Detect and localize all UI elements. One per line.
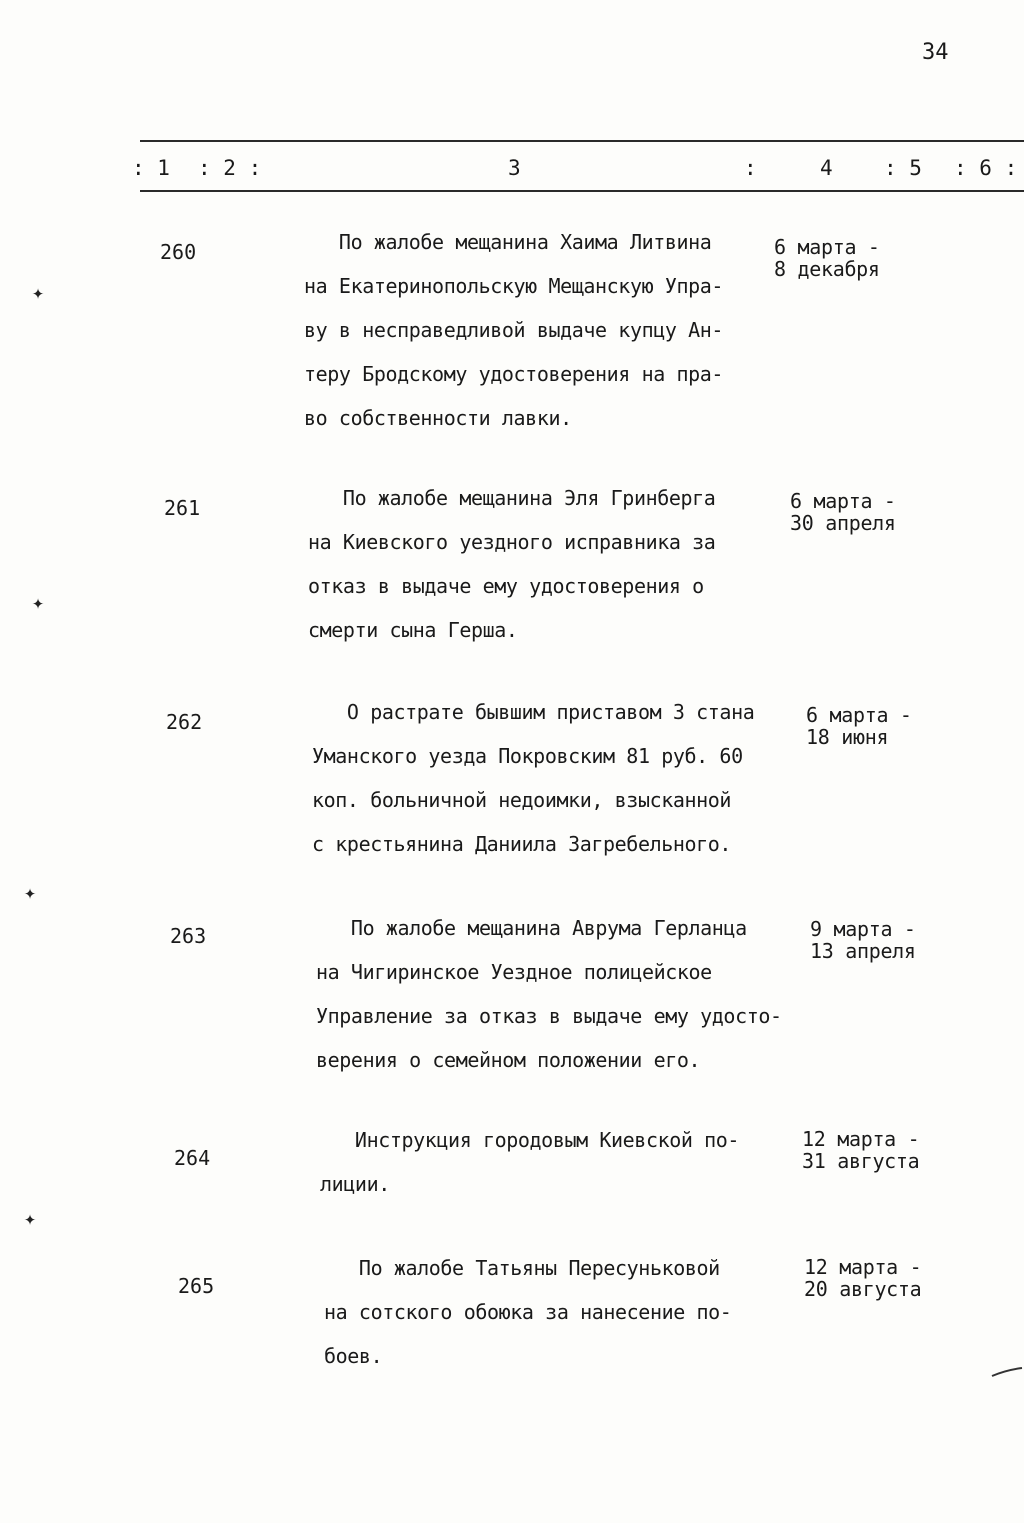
- text-line: Управление за отказ в выдаче ему удосто-: [316, 1004, 782, 1028]
- entry-number: 265: [178, 1274, 215, 1298]
- text-line: отказ в выдаче ему удостоверения о: [308, 574, 704, 598]
- header-rule-top: [140, 140, 1024, 142]
- date-start: 12 марта -: [802, 1127, 920, 1151]
- binding-mark-icon: ✦: [32, 280, 45, 304]
- text-line: По жалобе мещанина Хаима Литвина: [304, 230, 712, 254]
- text-line: О растрате бывшим приставом 3 стана: [312, 700, 755, 724]
- entry-description: [316, 906, 782, 1082]
- text-line: с крестьянина Даниила Загребельного.: [312, 832, 732, 856]
- entry-description: [304, 220, 723, 440]
- entry-description: [324, 1246, 731, 1378]
- date-end: 8 декабря: [774, 257, 880, 281]
- entry-dates: [806, 704, 912, 748]
- page-number: 34: [922, 40, 949, 65]
- text-line: лиции.: [320, 1172, 390, 1196]
- column-header-4: 4: [820, 156, 833, 180]
- entry-number: 264: [174, 1146, 211, 1170]
- binding-mark-icon: ✦: [32, 590, 45, 614]
- text-line: на сотского обоюка за нанесение по-: [324, 1300, 732, 1324]
- text-line: на Екатеринопольскую Мещанскую Упра-: [304, 274, 724, 298]
- entry-description: [320, 1118, 739, 1206]
- entry-dates: [802, 1128, 919, 1172]
- date-start: 6 марта -: [790, 489, 896, 513]
- binding-mark-icon: ✦: [24, 880, 37, 904]
- text-line: По жалобе мещанина Аврума Герланца: [316, 916, 747, 940]
- pen-stroke-icon: [990, 1366, 1024, 1380]
- text-line: на Чигиринское Уездное полицейское: [316, 960, 712, 984]
- text-line: Инструкция городовым Киевской по-: [320, 1128, 740, 1152]
- entry-number: 263: [170, 924, 207, 948]
- entry-number: 262: [166, 710, 203, 734]
- column-header-6: : 6 :: [954, 156, 1018, 180]
- entry-description: [308, 476, 715, 652]
- header-rule-bottom: [140, 190, 1024, 192]
- text-line: Уманского уезда Покровским 81 руб. 60: [312, 744, 743, 768]
- column-header-1: : 1: [132, 156, 170, 180]
- entry-dates: [774, 236, 880, 280]
- column-header-3: 3: [508, 156, 521, 180]
- date-start: 12 марта -: [804, 1255, 922, 1279]
- column-header-2: : 2 :: [198, 156, 262, 180]
- text-line: По жалобе мещанина Эля Гринберга: [308, 486, 716, 510]
- entry-description: [312, 690, 754, 866]
- entry-dates: [810, 918, 916, 962]
- date-end: 20 августа: [804, 1277, 922, 1301]
- date-end: 31 августа: [802, 1149, 920, 1173]
- date-end: 30 апреля: [790, 511, 896, 535]
- date-end: 18 июня: [806, 725, 889, 749]
- text-line: ву в несправедливой выдаче купцу Ан-: [304, 318, 724, 342]
- date-start: 6 марта -: [774, 235, 880, 259]
- text-line: теру Бродскому удостоверения на пра-: [304, 362, 724, 386]
- text-line: По жалобе Татьяны Пересуньковой: [324, 1256, 720, 1280]
- column-header-5: : 5: [884, 156, 922, 180]
- text-line: боев.: [324, 1344, 383, 1368]
- date-start: 9 марта -: [810, 917, 916, 941]
- text-line: коп. больничной недоимки, взысканной: [312, 788, 732, 812]
- date-end: 13 апреля: [810, 939, 916, 963]
- text-line: во собственности лавки.: [304, 406, 572, 430]
- entry-number: 261: [164, 496, 201, 520]
- entry-dates: [790, 490, 896, 534]
- entry-dates: [804, 1256, 921, 1300]
- text-line: верения о семейном положении его.: [316, 1048, 701, 1072]
- entry-number: 260: [160, 240, 197, 264]
- binding-mark-icon: ✦: [24, 1206, 37, 1230]
- date-start: 6 марта -: [806, 703, 912, 727]
- column-header-separator: :: [744, 156, 757, 180]
- text-line: на Киевского уездного исправника за: [308, 530, 716, 554]
- text-line: смерти сына Герша.: [308, 618, 518, 642]
